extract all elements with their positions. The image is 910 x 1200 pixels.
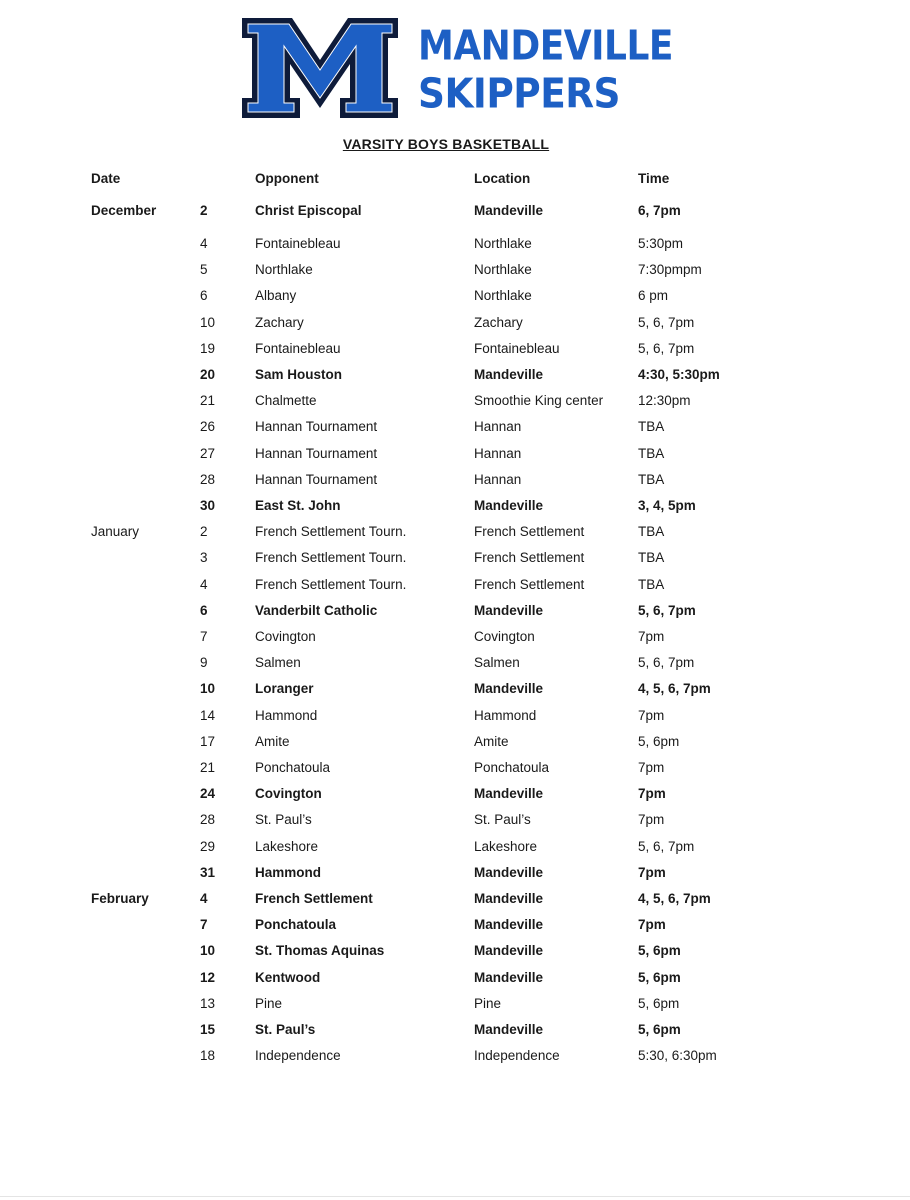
game-time: 5, 6, 7pm (638, 603, 696, 618)
game-location: Mandeville (474, 367, 544, 382)
header-date: Date (91, 171, 121, 186)
game-time: 5, 6pm (638, 970, 681, 985)
game-row (0, 941, 910, 961)
game-time: 5, 6pm (638, 943, 681, 958)
game-day: 9 (200, 655, 208, 670)
game-row (0, 313, 910, 333)
game-day: 10 (200, 943, 216, 958)
game-opponent: Ponchatoula (255, 760, 331, 775)
game-location: St. Paul’s (474, 812, 531, 827)
game-time: 6, 7pm (638, 203, 681, 218)
game-time: 5, 6pm (638, 734, 680, 749)
game-row (0, 863, 910, 883)
schedule-title: VARSITY BOYS BASKETBALL (342, 136, 550, 152)
game-location: Mandeville (474, 203, 544, 218)
game-month: January (91, 524, 140, 539)
game-location: Zachary (474, 315, 523, 330)
game-opponent: Salmen (255, 655, 301, 670)
game-day: 5 (200, 262, 208, 277)
header-time: Time (638, 171, 670, 186)
header-location: Location (474, 171, 531, 186)
game-opponent: Covington (255, 629, 316, 644)
game-day: 17 (200, 734, 216, 749)
game-time: 3, 4, 5pm (638, 498, 696, 513)
game-location: Mandeville (474, 865, 544, 880)
game-location: French Settlement (474, 577, 585, 592)
game-day: 19 (200, 341, 216, 356)
game-location: Amite (474, 734, 509, 749)
game-time: 5, 6pm (638, 996, 680, 1011)
monogram-m-logo (240, 16, 400, 120)
game-day: 14 (200, 708, 216, 723)
game-row (0, 234, 910, 254)
game-time: 7pm (638, 917, 666, 932)
game-time: 5:30, 6:30pm (638, 1048, 717, 1063)
game-row (0, 653, 910, 673)
game-day: 2 (200, 524, 208, 539)
game-row (0, 915, 910, 935)
game-day: 4 (200, 891, 208, 906)
game-location: Hannan (474, 446, 522, 461)
game-location: Pine (474, 996, 502, 1011)
game-opponent: French Settlement Tourn. (255, 577, 407, 592)
game-location: Mandeville (474, 1022, 544, 1037)
game-time: 6 pm (638, 288, 669, 303)
game-opponent: Loranger (255, 681, 314, 696)
game-location: Hammond (474, 708, 537, 723)
game-location: Hannan (474, 419, 522, 434)
game-day: 29 (200, 839, 216, 854)
game-row (0, 784, 910, 804)
game-time: TBA (638, 472, 665, 487)
game-day: 2 (200, 203, 208, 218)
game-location: Northlake (474, 236, 532, 251)
game-day: 10 (200, 315, 216, 330)
game-row (0, 417, 910, 437)
game-day: 4 (200, 577, 208, 592)
game-row (0, 365, 910, 385)
game-row (0, 1046, 910, 1066)
game-location: Northlake (474, 288, 532, 303)
game-location: Mandeville (474, 786, 544, 801)
game-location: Northlake (474, 262, 532, 277)
game-row (0, 391, 910, 411)
game-time: 7pm (638, 786, 666, 801)
game-time: 7pm (638, 760, 665, 775)
game-day: 3 (200, 550, 208, 565)
game-time: 7pm (638, 812, 665, 827)
game-row (0, 758, 910, 778)
game-opponent: Independence (255, 1048, 341, 1063)
game-day: 21 (200, 393, 216, 408)
game-row (0, 496, 910, 516)
game-opponent: St. Thomas Aquinas (255, 943, 385, 958)
game-time: TBA (638, 550, 665, 565)
game-day: 27 (200, 446, 216, 461)
game-time: 7:30pmpm (638, 262, 702, 277)
game-row (0, 286, 910, 306)
game-day: 4 (200, 236, 208, 251)
game-row (0, 444, 910, 464)
game-time: 7pm (638, 708, 665, 723)
brand-name-line-1: MANDEVILLE (418, 22, 674, 71)
page-edge (0, 1196, 910, 1197)
game-month: December (91, 203, 157, 218)
game-location: French Settlement (474, 550, 585, 565)
game-day: 13 (200, 996, 216, 1011)
school-logo (240, 16, 674, 120)
game-day: 28 (200, 472, 216, 487)
game-time: 4, 5, 6, 7pm (638, 681, 711, 696)
column-header-row (0, 169, 910, 189)
game-day: 10 (200, 681, 216, 696)
brand-name-line-2: SKIPPERS (418, 70, 621, 118)
game-day: 20 (200, 367, 216, 382)
game-location: Lakeshore (474, 839, 538, 854)
header-opponent: Opponent (255, 171, 319, 186)
game-day: 6 (200, 603, 208, 618)
game-opponent: Chalmette (255, 393, 317, 408)
game-day: 26 (200, 419, 216, 434)
game-time: 5, 6, 7pm (638, 341, 695, 356)
game-location: Ponchatoula (474, 760, 550, 775)
game-day: 15 (200, 1022, 216, 1037)
game-opponent: Hannan Tournament (255, 419, 378, 434)
game-row (0, 339, 910, 359)
game-day: 12 (200, 970, 216, 985)
game-location: Independence (474, 1048, 560, 1063)
game-location: Smoothie King center (474, 393, 604, 408)
game-location: Hannan (474, 472, 522, 487)
game-day: 18 (200, 1048, 216, 1063)
game-opponent: Hammond (255, 708, 318, 723)
game-location: Mandeville (474, 498, 544, 513)
game-location: Mandeville (474, 681, 544, 696)
game-location: French Settlement (474, 524, 585, 539)
game-location: Mandeville (474, 603, 544, 618)
game-row (0, 1020, 910, 1040)
game-time: 7pm (638, 629, 665, 644)
game-row (0, 837, 910, 857)
game-location: Fontainebleau (474, 341, 560, 356)
game-time: 5, 6, 7pm (638, 839, 695, 854)
game-row (0, 575, 910, 595)
game-time: 12:30pm (638, 393, 691, 408)
game-location: Covington (474, 629, 535, 644)
game-location: Mandeville (474, 943, 544, 958)
game-row (0, 889, 910, 909)
game-opponent: St. Paul’s (255, 1022, 316, 1037)
game-location: Salmen (474, 655, 520, 670)
game-time: TBA (638, 446, 665, 461)
game-time: 5, 6, 7pm (638, 315, 695, 330)
game-day: 30 (200, 498, 216, 513)
game-day: 7 (200, 917, 208, 932)
game-day: 6 (200, 288, 208, 303)
game-opponent: East St. John (255, 498, 341, 513)
game-opponent: Fontainebleau (255, 236, 341, 251)
game-opponent: Vanderbilt Catholic (255, 603, 378, 618)
game-opponent: Pine (255, 996, 283, 1011)
game-opponent: Ponchatoula (255, 917, 337, 932)
game-opponent: Fontainebleau (255, 341, 341, 356)
game-day: 31 (200, 865, 216, 880)
game-row (0, 679, 910, 699)
game-row (0, 201, 910, 221)
game-time: 7pm (638, 865, 666, 880)
game-opponent: Covington (255, 786, 322, 801)
game-opponent: French Settlement Tourn. (255, 524, 407, 539)
game-row (0, 522, 910, 542)
game-day: 28 (200, 812, 216, 827)
game-day: 7 (200, 629, 208, 644)
game-row (0, 968, 910, 988)
game-opponent: French Settlement Tourn. (255, 550, 407, 565)
game-row (0, 732, 910, 752)
game-row (0, 810, 910, 830)
game-opponent: St. Paul’s (255, 812, 312, 827)
game-day: 24 (200, 786, 216, 801)
game-row (0, 994, 910, 1014)
game-time: TBA (638, 419, 665, 434)
game-row (0, 627, 910, 647)
game-time: 5, 6pm (638, 1022, 681, 1037)
game-time: 4:30, 5:30pm (638, 367, 720, 382)
game-opponent: Hannan Tournament (255, 446, 378, 461)
game-opponent: Hammond (255, 865, 322, 880)
game-opponent: Albany (255, 288, 297, 303)
game-row (0, 706, 910, 726)
game-opponent: Hannan Tournament (255, 472, 378, 487)
game-location: Mandeville (474, 891, 544, 906)
game-row (0, 260, 910, 280)
game-opponent: Kentwood (255, 970, 321, 985)
game-opponent: Northlake (255, 262, 313, 277)
game-month: February (91, 891, 149, 906)
game-day: 21 (200, 760, 216, 775)
game-opponent: French Settlement (255, 891, 373, 906)
game-location: Mandeville (474, 917, 544, 932)
game-opponent: Lakeshore (255, 839, 319, 854)
game-location: Mandeville (474, 970, 544, 985)
game-time: 5, 6, 7pm (638, 655, 695, 670)
game-opponent: Christ Episcopal (255, 203, 362, 218)
game-opponent: Zachary (255, 315, 304, 330)
game-row (0, 470, 910, 490)
game-opponent: Sam Houston (255, 367, 343, 382)
game-time: TBA (638, 524, 665, 539)
game-opponent: Amite (255, 734, 290, 749)
game-row (0, 601, 910, 621)
game-row (0, 548, 910, 568)
game-time: 5:30pm (638, 236, 684, 251)
game-time: TBA (638, 577, 665, 592)
game-time: 4, 5, 6, 7pm (638, 891, 711, 906)
